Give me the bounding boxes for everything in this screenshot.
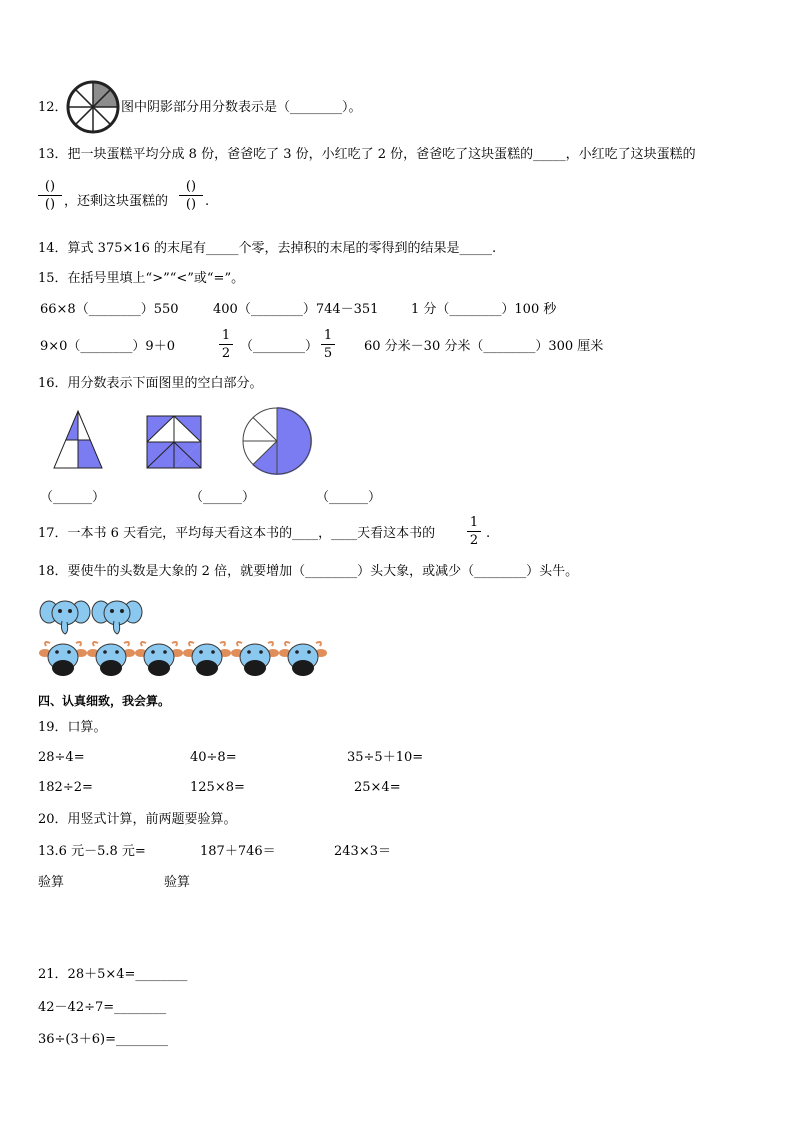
q19-title: 19．口算。 (38, 720, 107, 735)
cow-icon (40, 640, 86, 678)
q18-text: 18．要使牛的头数是大象的 2 倍，就要增加（________）头大象，或减少（________）头牛。 (38, 564, 579, 579)
q13-middle-text: ，还剩这块蛋糕的 (64, 194, 169, 209)
q13-frac1-numerator: () (44, 179, 56, 194)
q15-frac-fifth-num: 1 (323, 328, 333, 343)
q12-circle-figure (66, 80, 120, 134)
q15-fraction-fifth (321, 328, 335, 361)
q21-item: 42－42÷7=________ (38, 1000, 167, 1015)
q12-text: 图中阴影部分用分数表示是（________）。 (121, 100, 362, 115)
q21-item: 21．28＋5×4=________ (38, 967, 188, 982)
q17-frac-num: 1 (469, 515, 479, 530)
q13-line1: 13．把一块蛋糕平均分成 8 份，爸爸吃了 3 份，小红吃了 2 份，爸爸吃了这块蛋糕的_____，小红吃了这块蛋糕的 (38, 147, 696, 162)
q12-number: 12． (38, 100, 68, 115)
q20-item: 187＋746＝ (200, 844, 276, 859)
q16-blank-1: （______） (40, 490, 106, 505)
q13-fraction-1 (38, 179, 62, 212)
cow-icon (184, 640, 230, 678)
q19-item: 125×8= (190, 780, 245, 795)
q19-item: 25×4= (354, 780, 401, 795)
q16-blank-2: （______） (190, 490, 256, 505)
q15-item-4: 9×0（________）9＋0 (40, 339, 175, 354)
q15-frac-fifth-den: 5 (323, 346, 333, 361)
q15-title: 15．在括号里填上“>”“<”或“=”。 (38, 271, 245, 286)
q21-item: 36÷(3＋6)=________ (38, 1032, 169, 1047)
cow-icon (280, 640, 326, 678)
q16-triangle-figure (54, 411, 102, 469)
section-heading: 四、认真细致，我会算。 (38, 694, 171, 708)
q20-item: 13.6 元－5.8 元= (38, 844, 146, 859)
q15-item-6: 60 分米－30 分米（________）300 厘米 (364, 339, 604, 354)
q20-check-label: 验算 (38, 875, 65, 890)
q17-end: . (486, 526, 491, 541)
q20-item: 243×3＝ (334, 844, 391, 859)
q20-title: 20．用竖式计算，前两题要验算。 (38, 812, 237, 827)
q16-circle-figure (242, 407, 312, 475)
q17-frac-den: 2 (469, 533, 479, 548)
cow-icon (136, 640, 182, 678)
q13-end: . (205, 194, 210, 209)
q19-item: 40÷8= (190, 750, 237, 765)
elephant-icon (92, 598, 142, 636)
q15-frac-half-den: 2 (221, 346, 231, 361)
q16-square-figure (147, 416, 201, 468)
elephant-icon (40, 598, 90, 636)
q19-item: 28÷4= (38, 750, 85, 765)
cow-icon (88, 640, 134, 678)
q15-frac-half-num: 1 (221, 328, 231, 343)
q14-text: 14．算式 375×16 的末尾有_____个零，去掉积的末尾的零得到的结果是_____. (38, 241, 497, 256)
q16-title: 16．用分数表示下面图里的空白部分。 (38, 376, 263, 391)
q17-fraction (467, 515, 481, 548)
q13-frac2-numerator: () (185, 179, 197, 194)
q15-item-2: 400（________）744－351 (213, 302, 379, 317)
q19-item: 35÷5＋10= (347, 750, 424, 765)
q13-frac1-denominator: () (44, 197, 56, 212)
q15-item-3: 1 分（________）100 秒 (411, 302, 557, 317)
q16-blank-3: （______） (316, 490, 382, 505)
q15-item-5-blank: （________） (240, 339, 319, 354)
cow-icon (232, 640, 278, 678)
q15-item-1: 66×8（________）550 (40, 302, 179, 317)
q17-text: 17．一本书 6 天看完，平均每天看这本书的____，____天看这本书的 (38, 526, 436, 541)
q15-fraction-half (219, 328, 233, 361)
q19-item: 182÷2= (38, 780, 93, 795)
q13-fraction-2 (179, 179, 203, 212)
q13-frac2-denominator: () (185, 197, 197, 212)
q20-check-label: 验算 (164, 875, 191, 890)
